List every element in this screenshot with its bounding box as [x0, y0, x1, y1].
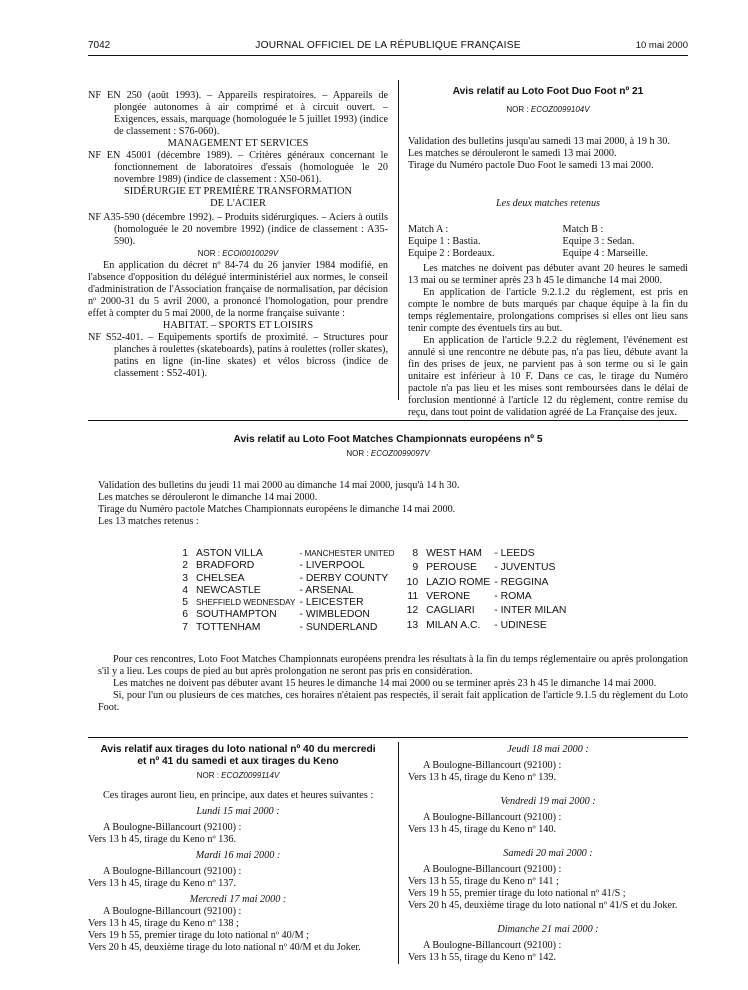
away-team: - SUNDERLAND — [299, 621, 378, 633]
keno-140: Vers 13 h 45, tirage du Keno nº 140. — [408, 824, 557, 835]
home-team: VERONE — [426, 591, 471, 603]
match-row — [182, 560, 401, 572]
loto-41-second: Vers 20 h 45, deuxième tirage du loto national nº 41/S et du Joker. — [408, 900, 678, 911]
nor-reference: NOR : ECOZ0099097V — [346, 449, 430, 458]
home-team: CHELSEA — [196, 572, 245, 584]
keno-141: Vers 13 h 55, tirage du Keno nº 141 ; — [408, 876, 559, 887]
matches-left — [182, 548, 401, 634]
heading-siderurgie: SIDÉRURGIE ET PREMIÈRE TRANSFORMATION — [124, 186, 352, 197]
heading-siderurgie-2: DE L'ACIER — [210, 198, 266, 209]
tirage-line: Tirage du Numéro pactole Duo Foot le samedi 13 mai 2000. — [408, 160, 654, 171]
nor-reference: NOR : ECOZ0099114V — [196, 771, 280, 780]
keno-142: Vers 13 h 55, tirage du Keno nº 142. — [408, 952, 557, 963]
match-row — [182, 597, 401, 609]
page-number: 7042 — [88, 40, 111, 51]
date-vendredi: Vendredi 19 mai 2000 : — [500, 796, 596, 807]
bottom-right-column — [408, 744, 688, 964]
away-team: - LEICESTER — [299, 597, 364, 609]
tirage-line: Tirage du Numéro pactole Matches Championnats européens le dimanche 14 mai 2000. — [98, 504, 456, 515]
keno-138: Vers 13 h 45, tirage du Keno nº 138 ; — [88, 918, 239, 929]
away-team: - ROMA — [494, 591, 532, 603]
match-row — [182, 609, 401, 621]
away-team: - REGGINA — [494, 576, 549, 588]
heading-management: MANAGEMENT ET SERVICES — [167, 138, 309, 149]
column-divider-top — [398, 80, 399, 400]
place: A Boulogne-Billancourt (92100) : — [423, 812, 562, 823]
match-number: 12 — [406, 605, 419, 617]
keno-139: Vers 13 h 45, tirage du Keno nº 139. — [408, 772, 557, 783]
match-row — [182, 548, 401, 560]
match-row — [407, 577, 573, 591]
match-number: 10 — [406, 576, 419, 588]
column-divider-bottom — [398, 742, 399, 964]
loto-41-first: Vers 19 h 55, premier tirage du loto national nº 41/S ; — [408, 888, 626, 899]
match-number: 8 — [412, 548, 419, 559]
match-row — [182, 573, 401, 585]
section-rule-1 — [88, 420, 688, 421]
home-team: WEST HAM — [426, 548, 482, 559]
home-team: BRADFORD — [196, 560, 255, 572]
validation-line: Validation des bulletins jusqu'au samedi 13 mai 2000, à 19 h 30. — [408, 136, 670, 147]
header-rule — [88, 55, 688, 56]
date-samedi: Samedi 20 mai 2000 : — [503, 848, 593, 859]
home-team: MILAN A.C. — [426, 619, 481, 631]
date-mercredi: Mercredi 17 mai 2000 : — [189, 894, 287, 905]
right-top-column — [408, 86, 688, 419]
bottom-left-column — [88, 744, 388, 954]
tirages-title-2: et nº 41 du samedi et aux tirages du Keno — [137, 756, 339, 767]
away-team: - WIMBLEDON — [299, 609, 370, 621]
section-rule-2 — [88, 737, 688, 738]
away-team: - INTER MILAN — [494, 605, 567, 617]
matches-table — [182, 548, 688, 634]
tirages-title-1: Avis relatif aux tirages du loto national nº 40 du mercredi — [100, 744, 376, 755]
keno-137: Vers 13 h 45, tirage du Keno nº 137. — [88, 878, 237, 889]
date-mardi: Mardi 16 mai 2000 : — [195, 850, 281, 861]
heading-habitat: HABITAT. – SPORTS ET LOISIRS — [162, 320, 314, 331]
championnats-title: Avis relatif au Loto Foot Matches Championnats européens nº 5 — [233, 434, 543, 445]
match-number: 1 — [182, 548, 188, 559]
duo-paragraph-3: En application de l'article 9.2.2 du règlement, l'événement est annulé si une rencontre ne débute pas, n'a pas lieu, débute avant la fin des prises de jeux, ne parvient pas à son terme ou si le gain unitaire est inférieur à 10 F. Dans ce cas, le tirage du Numéro pactole n'a pas lieu et les mises sont remboursées dans le délai de forclusion mentionné à l'article 12 du règlement, contre remise du reçu, dans tout point de validation agréé de La Française des jeux. — [408, 335, 688, 418]
validation-line: Validation des bulletins du jeudi 11 mai 2000 au dimanche 14 mai 2000, jusqu'à 14 h 30. — [98, 480, 460, 491]
match-number: 6 — [182, 609, 188, 621]
matches-subtitle: Les deux matches retenus — [495, 198, 601, 209]
away-team: - DERBY COUNTY — [299, 572, 389, 584]
home-team: NEWCASTLE — [196, 584, 261, 596]
nor-reference: NOR : ECOI0010029V — [197, 249, 279, 258]
match-number: 4 — [182, 584, 188, 596]
match-a: Match A : Equipe 1 : Bastia. Equipe 2 : Bordeaux. — [408, 224, 495, 259]
norm-nf-a35-590: NF A35-590 (décembre 1992). – Produits sidérurgiques. – Aciers à outils (homologuée le 20 novembre 1992) (indice de classement : A35-590). — [88, 212, 388, 247]
place: A Boulogne-Billancourt (92100) : — [423, 864, 562, 875]
matches-right — [407, 548, 573, 634]
place: A Boulogne-Billancourt (92100) : — [423, 760, 562, 771]
tirages-intro: Ces tirages auront lieu, en principe, aux dates et heures suivantes : — [103, 790, 374, 801]
norm-nf-s52-401: NF S52-401. – Equipements sportifs de proximité. – Structures pour planches à roulettes (skateboards), patins à roulettes (roller skates), patins en ligne (in-line skates) et vélos bicross (indice de classement : S52-401). — [88, 332, 388, 379]
match-row — [407, 548, 573, 562]
championnats-paragraph-3: Si, pour l'un ou plusieurs de ces matches, ces horaires n'étaient pas respectés, il serait fait application de l'article 9.1.5 du règlement du Loto Foot. — [98, 690, 688, 714]
away-team: - JUVENTUS — [494, 562, 556, 574]
duo-foot-title: Avis relatif au Loto Foot Duo Foot nº 21 — [452, 86, 644, 97]
match-row — [182, 622, 401, 634]
home-team: TOTTENHAM — [196, 621, 261, 633]
nor-reference: NOR : ECOZ0099104V — [506, 105, 590, 114]
duo-paragraph-2: En application de l'article 9.2.1.2 du règlement, est pris en compte le nombre de buts marqués par chaque équipe à la fin du temps réglementaire, prolongations comprises si elles ont lieu sans tenir compte des éventuels tirs au but. — [408, 287, 688, 334]
home-team: SOUTHAMPTON — [196, 609, 277, 621]
match-row — [407, 620, 573, 634]
away-team: - LIVERPOOL — [299, 560, 365, 572]
duo-matches — [408, 224, 648, 260]
away-team: - UDINESE — [494, 619, 547, 631]
place: A Boulogne-Billancourt (92100) : — [423, 940, 562, 951]
date-dimanche: Dimanche 21 mai 2000 : — [497, 924, 599, 935]
loto-40-second: Vers 20 h 45, deuxième tirage du loto national nº 40/M et du Joker. — [88, 942, 361, 953]
match-number: 13 — [406, 619, 419, 631]
match-row — [407, 562, 573, 576]
norm-nf-en-45001: NF EN 45001 (décembre 1989). – Critères généraux concernant le fonctionnement de laboratoires d'essais (homologuée le 20 novembre 1989) (indice de classement : X50-061). — [88, 150, 388, 185]
duo-paragraph-1: Les matches ne doivent pas débuter avant 20 heures le samedi 13 mai ou se terminer après 23 h 45 le dimanche 14 mai 2000. — [408, 263, 688, 286]
match-row — [182, 585, 401, 597]
loto-40-first: Vers 19 h 55, premier tirage du loto national nº 40/M ; — [88, 930, 310, 941]
match-number: 2 — [182, 560, 188, 572]
championnats-paragraph-1: Pour ces rencontres, Loto Foot Matches Championnats européens prendra les résultats à la fin du temps réglementaire ou après prolongation s'il y a lieu. Les coups de pied au but après prolongation ne seront pas pris en considération. — [98, 654, 688, 678]
away-team: - ARSENAL — [299, 584, 354, 596]
home-team: ASTON VILLA — [196, 548, 263, 559]
match-number: 11 — [407, 591, 419, 603]
match-number: 7 — [182, 621, 188, 633]
homologation-paragraph: En application du décret nº 84-74 du 26 janvier 1984 modifié, en l'absence d'opposition du délégué interministériel aux normes, le conseil d'administration de l'Association française de normalisation, par décision nº 2000-31 du 5 avril 2000, a prononcé l'homologation, pour prendre effet à compter du 5 mai 2000, de la norme française suivante : — [88, 260, 388, 319]
keno-136: Vers 13 h 45, tirage du Keno nº 136. — [88, 834, 237, 845]
match-number: 3 — [182, 572, 188, 584]
away-team: - MANCHESTER UNITED — [299, 549, 395, 558]
match-b: Match B : Equipe 3 : Sedan. Equipe 4 : Marseille. — [562, 224, 648, 259]
home-team: PEROUSE — [426, 562, 477, 574]
place: A Boulogne-Billancourt (92100) : — [103, 822, 242, 833]
championnats-paragraph-2: Les matches ne doivent pas débuter avant 15 heures le dimanche 14 mai 2000 ou se terminer après 23 h 45 le dimanche 14 mai 2000. — [113, 678, 657, 690]
matches-date-line: Les matches se dérouleront le dimanche 14 mai 2000. — [98, 492, 318, 503]
away-team: - LEEDS — [494, 548, 535, 559]
journal-title: JOURNAL OFFICIEL DE LA RÉPUBLIQUE FRANÇAISE — [255, 40, 521, 51]
home-team: SHEFFIELD WEDNESDAY — [196, 598, 296, 608]
norm-nf-en-250: NF EN 250 (août 1993). – Appareils respiratoires. – Appareils de plongée autonomes à air comprimé et à circuit ouvert. – Exigences, essais, marquage (homologuée le 5 juillet 1993) (indice de classement : S76-060). — [88, 90, 388, 137]
match-number: 5 — [182, 597, 188, 609]
home-team: LAZIO ROME — [426, 576, 491, 588]
match-number: 9 — [412, 562, 419, 574]
page-header — [88, 40, 688, 54]
match-row — [407, 591, 573, 605]
left-top-column — [88, 90, 388, 380]
date-jeudi: Jeudi 18 mai 2000 : — [507, 744, 589, 755]
matches-date-line: Les matches se dérouleront le samedi 13 mai 2000. — [408, 148, 617, 159]
home-team: CAGLIARI — [426, 605, 475, 617]
place: A Boulogne-Billancourt (92100) : — [103, 866, 242, 877]
match-row — [407, 605, 573, 619]
championnats-section — [88, 434, 688, 714]
place: A Boulogne-Billancourt (92100) : — [103, 906, 242, 917]
date-lundi: Lundi 15 mai 2000 : — [196, 806, 280, 817]
issue-date: 10 mai 2000 — [635, 40, 688, 51]
matches-count-line: Les 13 matches retenus : — [98, 516, 199, 527]
